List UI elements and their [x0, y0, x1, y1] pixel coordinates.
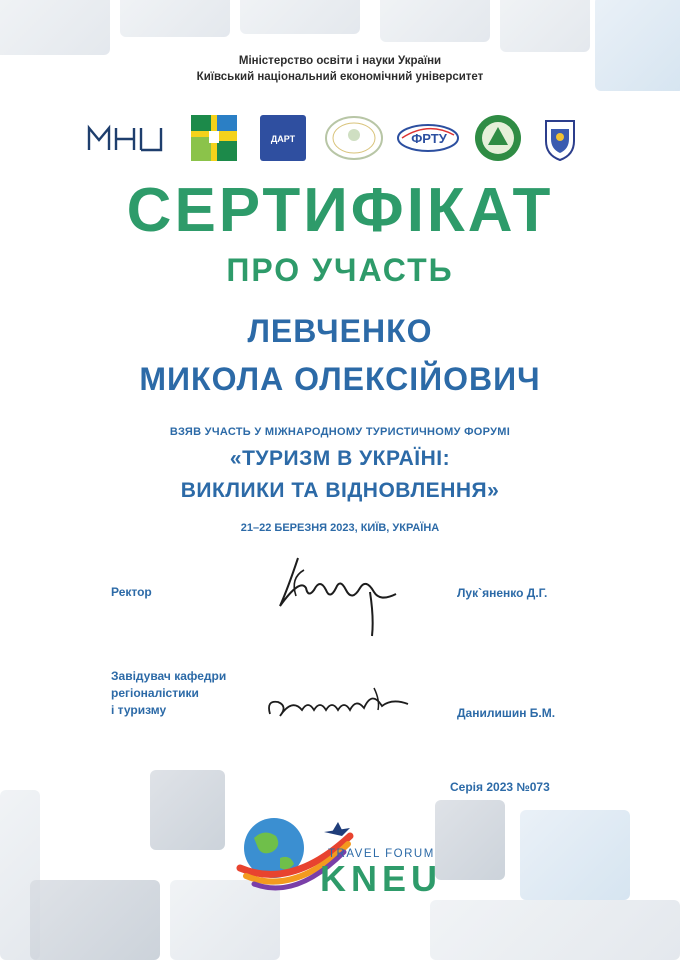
- association-seal-logo: [323, 112, 385, 164]
- university-emblem-logo: [471, 112, 525, 164]
- rector-role: Ректор: [111, 585, 152, 599]
- dart-logo: [260, 112, 306, 164]
- participation-statement: ВЗЯВ УЧАСТЬ У МІЖНАРОДНОМУ ТУРИСТИЧНОМУ ФОРУМІ: [169, 426, 511, 438]
- department-head-role: [111, 668, 226, 719]
- participant-given-names: МИКОЛА ОЛЕКСІЙОВИЧ: [139, 361, 541, 397]
- certificate-subtitle: ПРО УЧАСТЬ: [226, 252, 454, 288]
- department-head-role-line1: Завідувач кафедри: [111, 669, 227, 683]
- ministry-name: Міністерство освіти і науки України: [238, 55, 442, 67]
- dart-logo-text: ДАРТ: [270, 134, 296, 144]
- rector-name: Лук`яненко Д.Г.: [457, 586, 548, 600]
- frtu-logo-text: ФРТУ: [411, 131, 447, 146]
- kneu-color-logo: [190, 112, 238, 164]
- participant-surname: ЛЕВЧЕНКО: [247, 313, 433, 349]
- forum-title-line2: ВИКЛИКИ ТА ВІДНОВЛЕННЯ»: [180, 479, 500, 502]
- event-date-place: 21–22 БЕРЕЗНЯ 2023, КИЇВ, УКРАЇНА: [240, 522, 440, 534]
- certificate-serial-number: Серія 2023 №073: [450, 780, 550, 794]
- department-head-role-line3: і туризму: [111, 703, 167, 717]
- puzzle-piece-decoration: [0, 0, 110, 55]
- department-head-signature: [262, 680, 422, 730]
- puzzle-piece-decoration: [430, 900, 680, 960]
- puzzle-piece-decoration: [30, 880, 160, 960]
- kneu-label: KNEU: [320, 858, 443, 899]
- puzzle-piece-decoration: [150, 770, 225, 850]
- travel-forum-label: TRAVEL FORUM: [328, 848, 435, 860]
- crest-logo: [540, 112, 580, 164]
- mon-logo: [85, 112, 165, 164]
- puzzle-piece-decoration: [380, 0, 490, 42]
- forum-title-line1: «ТУРИЗМ В УКРАЇНІ:: [229, 447, 451, 470]
- university-name: Київський національний економічний університет: [196, 71, 484, 83]
- puzzle-piece-decoration: [120, 0, 230, 37]
- department-head-name: Данилишин Б.М.: [457, 706, 556, 720]
- department-head-role-line2: регіоналістики: [111, 686, 199, 700]
- puzzle-piece-decoration: [520, 810, 630, 900]
- partner-logos: [85, 112, 595, 164]
- puzzle-piece-decoration: [500, 0, 590, 52]
- puzzle-piece-decoration: [240, 0, 360, 34]
- frtu-logo: [395, 112, 461, 164]
- rector-signature: [270, 548, 410, 640]
- certificate-title: СЕРТИФІКАТ: [126, 176, 554, 245]
